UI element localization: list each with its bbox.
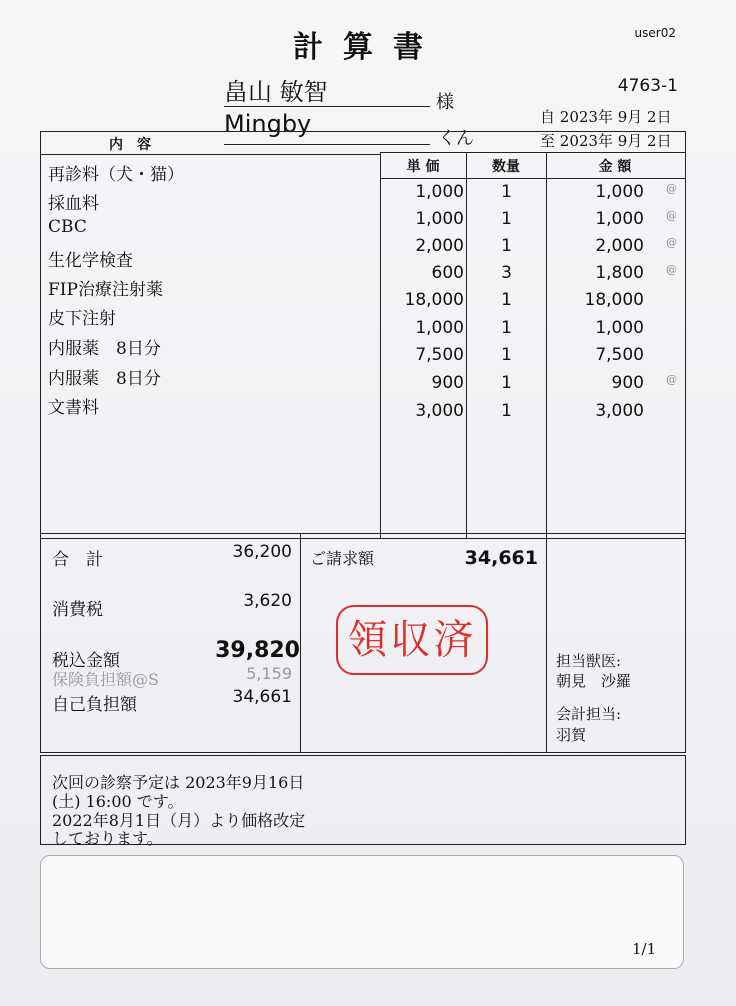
owner-name: 畠山 敏智 [224,72,430,107]
item-name: 内服薬 8日分 [48,369,161,389]
user-id: user02 [634,26,676,40]
item-name: 再診料（犬・猫） [48,165,184,185]
from-label: 自 [540,108,556,126]
item-amount: 1,000 [595,182,644,202]
self-pay-label: 自己負担額 [52,695,137,715]
item-amount: 18,000 [584,290,644,310]
vet-label: 担当獣医: [556,652,622,670]
note-line-3: 2022年8月1日（月）より価格改定 [52,811,306,830]
item-name: 文書料 [48,398,99,418]
item-amount: 1,000 [595,318,644,338]
item-qty: 1 [501,236,512,256]
page-number: 1/1 [632,940,657,958]
document-title: 計算書 [293,30,443,65]
at-mark: @ [666,182,677,195]
self-pay-value: 34,661 [232,687,292,707]
item-amount: 2,000 [595,236,644,256]
item-price: 1,000 [415,318,464,338]
at-mark: @ [666,236,677,249]
column-rule-1 [380,152,381,538]
note-line-4: しております。 [52,829,163,848]
vet-name: 朝見 沙羅 [556,672,632,690]
item-name: 皮下注射 [48,309,116,329]
item-amount: 900 [611,373,644,393]
total-label: 合 計 [52,550,103,570]
tax-label: 消費税 [52,600,103,620]
insurance-value: 5,159 [246,664,292,683]
item-qty: 1 [501,345,512,365]
at-mark: @ [666,263,677,276]
note-line-1: 次回の診察予定は 2023年9月16日 [52,773,305,792]
item-price: 2,000 [415,236,464,256]
tax-inclusive-value: 39,820 [215,638,300,663]
from-date: 2023年 9月 2日 [559,108,672,126]
blank-area [40,855,684,969]
header-amount: 金 額 [598,159,632,175]
item-price: 600 [431,263,464,283]
item-name: 生化学検査 [48,251,133,271]
item-price: 18,000 [404,290,464,310]
item-qty: 1 [501,290,512,310]
cashier-name: 羽賀 [556,726,587,744]
item-amount: 1,000 [595,209,644,229]
header-content: 内 容 [109,137,151,153]
note-line-2: (土) 16:00 です。 [52,792,184,811]
item-qty: 1 [501,401,512,421]
header-rule-right [380,178,685,179]
from-date-row [540,106,672,127]
item-name: FIP治療注射薬 [48,280,163,300]
summary-rule-1 [300,534,301,752]
billed-value: 34,661 [464,547,538,569]
item-price: 900 [431,373,464,393]
item-name: 採血料 [48,194,99,214]
to-label: 至 [540,132,556,150]
item-qty: 3 [501,263,512,283]
tax-value: 3,620 [243,591,292,611]
at-mark: @ [666,209,677,222]
item-amount: 3,000 [595,401,644,421]
column-rule-3 [546,152,547,538]
insurance-label: 保険負担額@S [52,670,159,689]
billed-label: ご請求額 [310,549,375,568]
at-mark: @ [666,373,677,386]
item-price: 1,000 [415,209,464,229]
item-qty: 1 [501,182,512,202]
record-number: 4763-1 [617,76,678,96]
item-amount: 7,500 [595,345,644,365]
header-quantity: 数量 [492,159,520,175]
cashier-label: 会計担当: [556,705,622,723]
pet-name: Mingby [224,110,430,145]
header-unit-price: 単 価 [406,159,440,175]
item-qty: 1 [501,318,512,338]
paid-stamp: 領収済 [336,605,488,675]
item-price: 1,000 [415,182,464,202]
owner-suffix: 様 [436,92,454,113]
item-qty: 1 [501,373,512,393]
item-name: 内服薬 8日分 [48,339,161,359]
item-amount: 1,800 [595,263,644,283]
header-rule-top [380,152,685,153]
item-price: 7,500 [415,345,464,365]
to-date: 2023年 9月 2日 [559,132,672,150]
header-rule-left [40,154,380,155]
item-name: CBC [48,217,87,237]
item-qty: 1 [501,209,512,229]
summary-rule-2 [546,534,547,752]
total-value: 36,200 [232,542,292,562]
item-price: 3,000 [415,401,464,421]
pet-suffix: くん [438,128,474,149]
tax-inclusive-label: 税込金額 [52,651,120,671]
